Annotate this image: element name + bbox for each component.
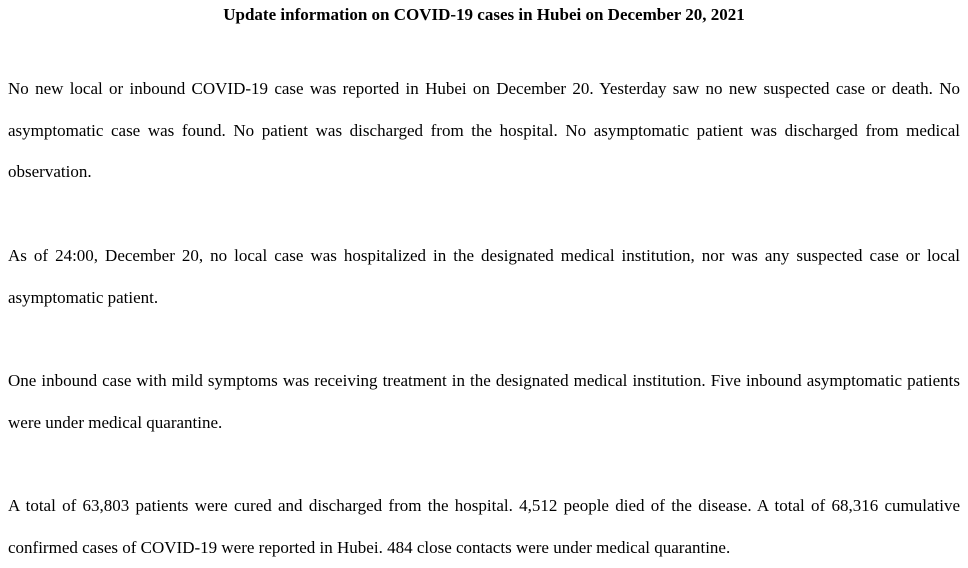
paragraph-hospitalized-status: As of 24:00, December 20, no local case was hospitalized in the designated medical institution, nor was any suspected case or local asymptomatic patient. xyxy=(8,246,960,307)
paragraph-inbound-cases: One inbound case with mild symptoms was receiving treatment in the designated medical institution. Five inbound asymptomatic patients were under medical quarantine. xyxy=(8,371,960,432)
paragraph-new-cases: No new local or inbound COVID-19 case was reported in Hubei on December 20. Yesterday saw no new suspected case or death. No asymptomatic case was found. No patient was discharged from the hospital. No asymptomatic patient was discharged from medical observation. xyxy=(8,79,960,181)
paragraph-cumulative-totals: A total of 63,803 patients were cured and discharged from the hospital. 4,512 people died of the disease. A total of 68,316 cumulative confirmed cases of COVID-19 were reported in Hubei. 484 close contacts were under medical quarantine. xyxy=(8,496,960,557)
page-title: Update information on COVID-19 cases in Hubei on December 20, 2021 xyxy=(223,5,745,24)
